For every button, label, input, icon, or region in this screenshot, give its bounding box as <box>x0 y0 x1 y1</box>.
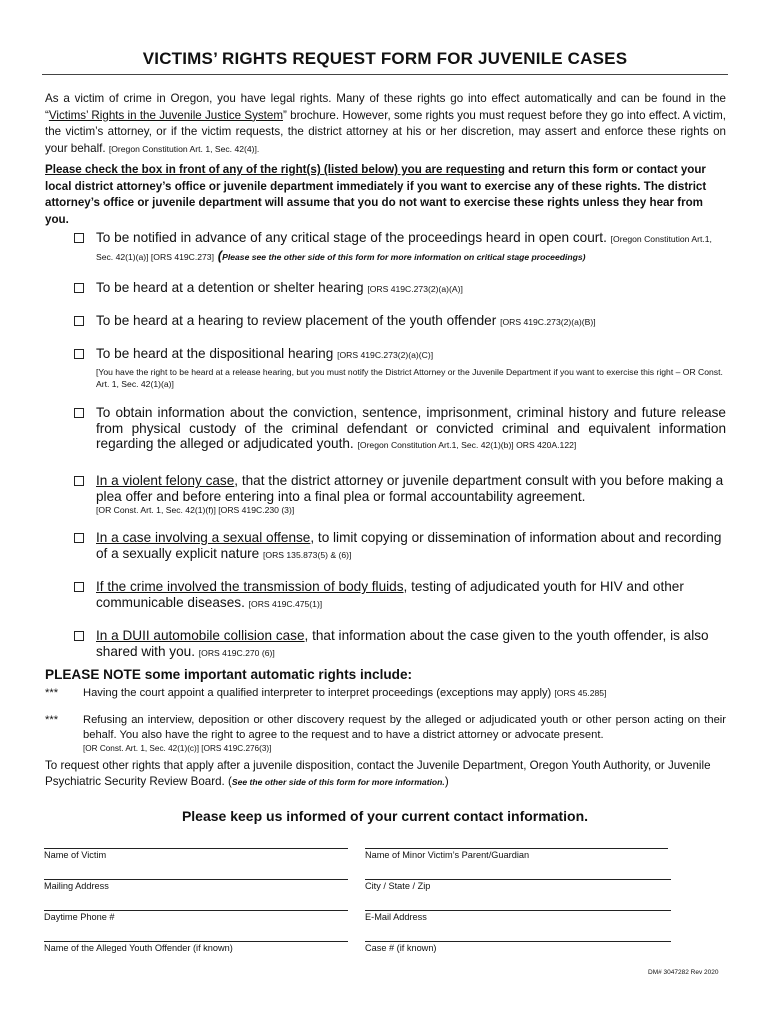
field-label: Name of the Alleged Youth Offender (if known) <box>44 943 233 953</box>
right-item-placement-hearing <box>74 313 726 331</box>
right-text: To be heard at a detention or shelter hearing <box>96 280 364 295</box>
email-field[interactable] <box>365 910 671 922</box>
right-checkbox[interactable] <box>74 408 84 418</box>
request-note: See the other side of this form for more information. <box>231 777 445 787</box>
right-checkbox[interactable] <box>74 283 84 293</box>
intro-paragraph <box>45 91 726 157</box>
right-text: To be notified in advance of any critical stage of the proceedings heard in open court. <box>96 230 607 245</box>
intro-text-1: As a victim of crime in Oregon, you have legal rights. Many of these rights go into effect automatically and can be found in the “ <box>45 92 726 122</box>
field-line <box>44 910 348 911</box>
field-label: E-Mail Address <box>365 912 427 922</box>
right-item-dispositional-hearing <box>74 346 726 390</box>
request-text: To request other rights that apply after a juvenile disposition, contact the Juvenile Department, Oregon Youth Authority, or Juvenile Psychiatric Security Review Board. ( <box>45 759 711 788</box>
right-citation: [ORS 135.873(5) & (6)] <box>263 549 352 560</box>
intro-text-2: ” brochure. However, some rights you must request before they go into effect. A victim, the victim’s attorney, or if the victim requests, the district attorney at his or her discretion, may assert and enforce these rights on your behalf. <box>45 108 726 155</box>
field-line <box>365 879 671 880</box>
field-line <box>365 910 671 911</box>
right-item-information <box>74 405 726 454</box>
note-citation: [ORS 45.285] <box>554 688 607 698</box>
intro-citation: [Oregon Constitution Art. 1, Sec. 42(4)]. <box>108 143 260 154</box>
victim-name-field[interactable] <box>44 848 348 860</box>
right-citation: [Oregon Constitution Art.1, Sec. 42(1)(a)] [ORS 419C.273] <box>96 234 712 262</box>
right-lead: In a case involving a sexual offense <box>96 530 311 545</box>
right-text: , testing of adjudicated youth for HIV and other communicable diseases. <box>96 579 684 610</box>
right-checkbox[interactable] <box>74 233 84 243</box>
right-citation: [ORS 419C.475(1)] <box>248 598 323 609</box>
right-checkbox[interactable] <box>74 582 84 592</box>
right-note-paren: ( <box>217 247 223 263</box>
note-citation: [OR Const. Art. 1, Sec. 42(1)(c)] [ORS 419C.276(3)] <box>83 744 272 753</box>
right-text: To be heard at the dispositional hearing <box>96 346 334 361</box>
right-text: , to limit copying or dissemination of information about and recording of a sexually explicit nature <box>96 530 722 561</box>
field-label: Daytime Phone # <box>44 912 115 922</box>
right-checkbox[interactable] <box>74 631 84 641</box>
field-line <box>365 941 671 942</box>
right-item-duii-collision <box>74 628 726 661</box>
contact-heading: Please keep us informed of your current contact information. <box>181 808 589 824</box>
note-text: Having the court appoint a qualified interpreter to interpret proceedings (exceptions may apply) <box>83 687 552 699</box>
right-citation: [ORS 419C.273(2)(a)(A)] <box>367 284 463 294</box>
right-lead: In a DUII automobile collision case <box>96 628 305 643</box>
youth-offender-name-field[interactable] <box>44 941 348 953</box>
mailing-address-field[interactable] <box>44 879 348 891</box>
request-paragraph <box>45 758 726 790</box>
right-citation: [Oregon Constitution Art.1, Sec. 42(1)(b)] ORS 420A.122] <box>357 440 577 450</box>
brochure-title: Victims’ Rights in the Juvenile Justice System <box>48 108 283 122</box>
title-divider <box>42 74 728 75</box>
right-lead: In a violent felony case <box>96 473 235 488</box>
right-citation: [ORS 419C.273(2)(a)(B)] <box>500 317 596 327</box>
instructions-text: and return this form or contact your local district attorney’s office or juvenile department immediately if you want to exercise any of these rights. The district attorney’s office or juvenile department will assume that you do not want to exercise these rights unless they hear from you. <box>45 163 707 226</box>
document-id: DM# 3047282 Rev 2020 <box>648 969 719 976</box>
automatic-right-interpreter <box>45 686 726 701</box>
field-label: Mailing Address <box>44 881 109 891</box>
right-checkbox[interactable] <box>74 349 84 359</box>
right-item-violent-felony <box>74 473 726 516</box>
request-close: ) <box>444 775 449 788</box>
right-item-detention-hearing <box>74 280 726 298</box>
instructions-paragraph <box>45 162 726 228</box>
right-citation: [ORS 419C.270 (6)] <box>198 647 275 658</box>
case-number-field[interactable] <box>365 941 671 953</box>
field-label: Name of Minor Victim’s Parent/Guardian <box>365 850 530 860</box>
right-item-notification <box>74 230 726 265</box>
right-text: To be heard at a hearing to review placement of the youth offender <box>96 313 497 328</box>
field-label: Name of Victim <box>44 850 107 860</box>
note-text: Refusing an interview, deposition or other discovery request by the alleged or adjudicated youth or other person acting on their behalf. You also have the right to agree to the request and to have a district attorney or advocate present. <box>83 714 726 741</box>
automatic-rights-heading: PLEASE NOTE some important automatic rights include: <box>45 667 413 682</box>
field-line <box>44 879 348 880</box>
daytime-phone-field[interactable] <box>44 910 348 922</box>
right-checkbox[interactable] <box>74 533 84 543</box>
right-citation: [OR Const. Art. 1, Sec. 42(1)(f)] [ORS 419C.230 (3)] <box>96 505 295 515</box>
guardian-name-field[interactable] <box>365 848 668 860</box>
right-citation: [ORS 419C.273(2)(a)(C)] <box>337 350 434 360</box>
field-label: Case # (if known) <box>365 943 437 953</box>
right-checkbox[interactable] <box>74 316 84 326</box>
field-line <box>44 941 348 942</box>
right-note: Please see the other side of this form for more information on critical stage proceedings) <box>222 251 586 262</box>
right-text: , that the district attorney or juvenile department consult with you before making a plea offer and before entering into a final plea or formal accountability agreement. <box>96 473 724 504</box>
right-lead: If the crime involved the transmission of body fluids <box>96 579 404 594</box>
field-line <box>44 848 348 849</box>
field-line <box>365 848 668 849</box>
field-label: City / State / Zip <box>365 881 431 891</box>
automatic-right-refuse-interview <box>45 713 726 754</box>
right-extra-note: [You have the right to be heard at a release hearing, but you must notify the District Attorney or the Juvenile Department if you want to exercise this right – OR Const. Art. 1, Sec. 42(1)(a)] <box>96 366 723 389</box>
right-item-sexual-offense <box>74 530 726 563</box>
right-item-body-fluids <box>74 579 726 612</box>
right-checkbox[interactable] <box>74 476 84 486</box>
right-text: , that information about the case given to the youth offender, is also shared with you. <box>96 628 709 659</box>
note-bullet: *** <box>45 687 59 699</box>
note-bullet: *** <box>45 714 59 726</box>
form-title: VICTIMS’ RIGHTS REQUEST FORM FOR JUVENILE CASES <box>142 49 628 68</box>
instructions-underlined: Please check the box in front of any of the right(s) (listed below) you are requesting <box>45 163 505 176</box>
right-text: To obtain information about the conviction, sentence, imprisonment, criminal history and future release from physical custody of the criminal defendant or convicted criminal and equivalent information regarding the alleged or adjudicated youth. <box>96 405 726 451</box>
city-state-zip-field[interactable] <box>365 879 671 891</box>
